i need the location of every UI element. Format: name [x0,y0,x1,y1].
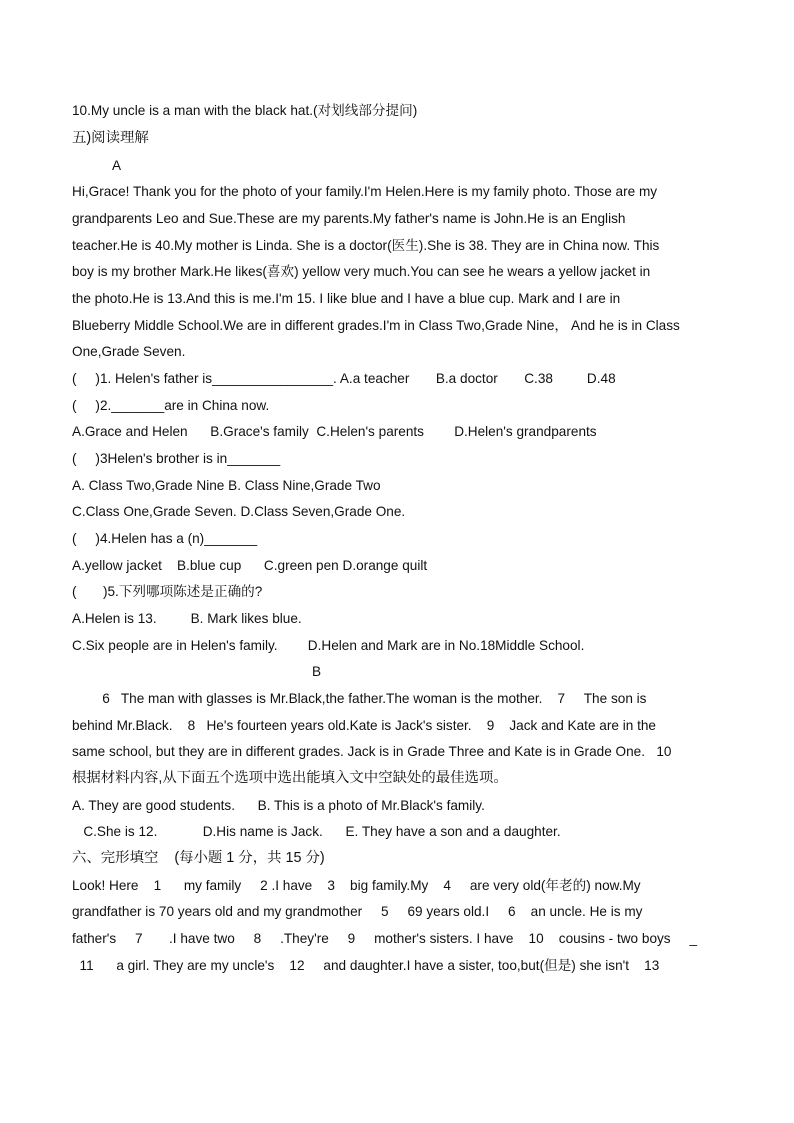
question-1-options: A.a teacher B.a doctor C.38 D.48 [336,371,616,386]
passage-a-line: boy is my brother Mark.He likes(喜欢) yellow very much.You can see he wears a yellow jacket in [72,264,651,279]
question-3: ( )3Helen's brother is in_______ [72,451,281,466]
cloze-line: Look! Here 1 my family 2 .I have 3 big family.My 4 are very old(年老的) now.My [72,878,641,893]
question-4-options: A.yellow jacket B.blue cup C.green pen D.orange quilt [72,558,428,573]
passage-b-instruction: 根据材料内容,从下面五个选项中选出能填入文中空缺处的最佳选项。 [72,770,508,786]
section-6-heading: 六、完形填空 (每小题 1 分，共 15 分) [72,850,325,866]
passage-b-line: same school, but they are in different grades. Jack is in Grade Three and Kate is in Grade One. 10 [72,744,672,759]
question-3-options: C.Class One,Grade Seven. D.Class Seven,Grade One. [72,504,406,519]
passage-a-line: the photo.He is 13.And this is me.I'm 15. I like blue and I have a blue cup. Mark and I are in [72,291,621,306]
question-2-options: A.Grace and Helen B.Grace's family C.Helen's parents D.Helen's grandparents [72,424,597,439]
section-5-heading: 五)阅读理解 [72,130,149,146]
passage-a-line: Blueberry Middle School.We are in different grades.I'm in Class Two,Grade Nine， And he is in Class [72,318,680,333]
question-1-blank: ________________. [212,371,337,386]
passage-b-line: behind Mr.Black. 8 He's fourteen years old.Kate is Jack's sister. 9 Jack and Kate are in the [72,718,656,733]
cloze-line: 11 a girl. They are my uncle's 12 and daughter.I have a sister, too,but(但是) she isn't 13 [72,958,675,973]
question-1 [72,370,616,388]
passage-a-line: One,Grade Seven. [72,344,186,359]
passage-b-options: C.She is 12. D.His name is Jack. E. They have a son and a daughter. [72,824,561,839]
passage-a-line: teacher.He is 40.My mother is Linda. She is a doctor(医生).She is 38. They are in China now. This [72,238,660,253]
cloze-line: grandfather is 70 years old and my grandmother 5 69 years old.I 6 an uncle. He is my [72,904,643,919]
question-5-options: C.Six people are in Helen's family. D.Helen and Mark are in No.18Middle School. [72,638,585,653]
passage-b-title: B [312,664,322,679]
question-1-stem: ( )1. Helen's father is [72,371,213,386]
passage-a-line: grandparents Leo and Sue.These are my parents.My father's name is John.He is an English [72,211,626,226]
passage-b-line: 6 The man with glasses is Mr.Black,the father.The woman is the mother. 7 The son is [72,691,647,706]
question-5: ( )5.下列哪项陈述是正确的? [72,584,263,599]
question-5-options: A.Helen is 13. B. Mark likes blue. [72,611,302,626]
question-3-options: A. Class Two,Grade Nine B. Class Nine,Grade Two [72,478,381,493]
cloze-line: father's 7 .I have two 8 .They're 9 mother's sisters. I have 10 cousins - two boys _ [72,931,698,946]
question-4: ( )4.Helen has a (n)_______ [72,531,258,546]
passage-b-options: A. They are good students. B. This is a photo of Mr.Black's family. [72,798,485,813]
passage-a-line: Hi,Grace! Thank you for the photo of your family.I'm Helen.Here is my family photo. Those are my [72,184,658,199]
question-10: 10.My uncle is a man with the black hat.(对划线部分提问) [72,103,418,118]
passage-a-title: A [112,158,122,173]
question-2: ( )2._______are in China now. [72,398,270,413]
